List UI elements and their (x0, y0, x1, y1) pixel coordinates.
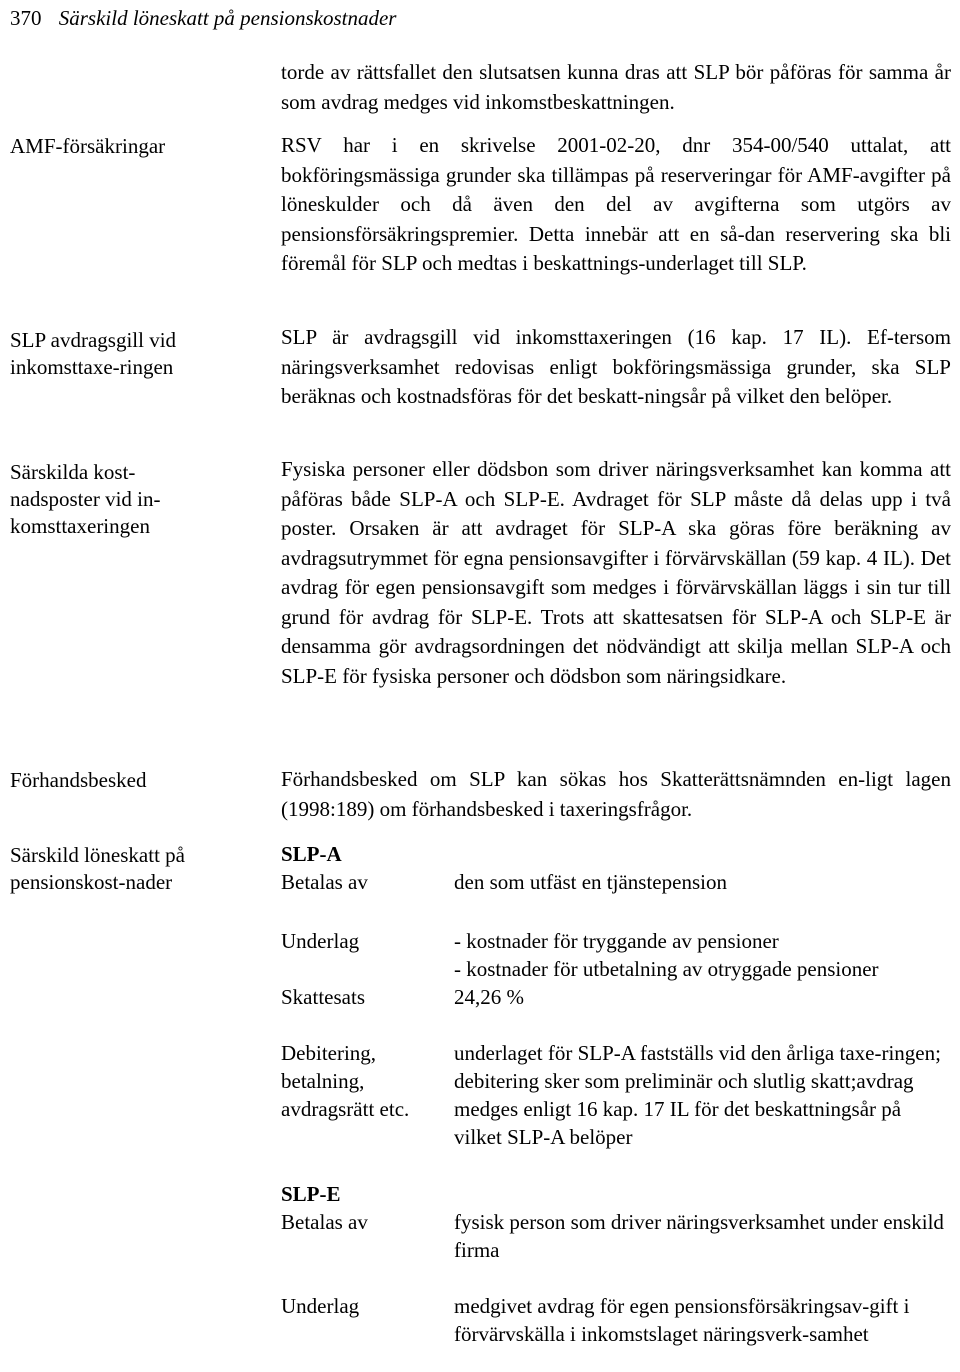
page-number: 370 (10, 6, 42, 30)
paragraph-kostnadsposter: Fysiska personer eller dödsbon som driver näringsverksamhet kan komma att påföras både SLP-A och SLP-E. Avdraget för SLP måste då delas upp i två poster. Orsaken är att avdraget för SLP-A ska göras före beräkning av avdragsutrymmet för egna pensionsavgifter i förvärvskällan (59 kap. 4 IL). Det avdrag för egen pensionsavgift som medges i förvärvskällan läggs i sin tur till grund för avdrag för SLP-E. Trots att skattesatsen för SLP-A och SLP-E är densamma gör avdragsordningen det nödvändigt att skilja mellan SLP-A och SLP-E för fysiska personer och dödsbon som näringsidkare. (281, 457, 951, 688)
running-title: Särskild löneskatt på pensionskostnader (58, 6, 397, 30)
slp-a-skattesats-label: Skattesats (281, 985, 365, 1009)
slp-a-debitering-value: underlaget för SLP-A fastställs vid den årliga taxe-ringen; debitering sker som preliminär och slutlig skatt;avdrag medges enligt 16 kap. 17 IL för det beskattningsår på vilket SLP-A belöper (454, 1041, 941, 1149)
slp-a-underlag-value-1: - kostnader för tryggande av pensioner (454, 929, 779, 953)
slp-a-underlag-value-2: - kostnader för utbetalning av otryggade pensioner (454, 957, 879, 981)
slp-e-underlag-label: Underlag (281, 1294, 360, 1318)
margin-heading-sarskild-loneskatt: Särskild löneskatt på pensionskost-nader (10, 843, 185, 894)
paragraph-slp-avdragsgill: SLP är avdragsgill vid inkomsttaxeringen (16 kap. 17 IL). Ef-tersom näringsverksamhet redovisas enligt bokföringsmässiga grunder, ska SLP beräknas och kostnadsföras för det beskatt-ningsår på vilket den belöper. (281, 325, 951, 408)
slp-e-underlag-value: medgivet avdrag för egen pensionsförsäkringsav-gift i förvärvskälla i inkomstslaget näringsverk-samhet (454, 1294, 910, 1346)
margin-heading-sarskilda-kostnadsposter: Särskilda kost-nadsposter vid in-komsttaxeringen (10, 460, 161, 538)
slp-a-underlag-label: Underlag (281, 929, 360, 953)
slp-e-betalas-label: Betalas av (281, 1210, 368, 1234)
slp-a-betalas-label: Betalas av (281, 870, 368, 894)
slp-e-betalas-value: fysisk person som driver näringsverksamhet under enskild firma (454, 1210, 944, 1262)
paragraph-continuation: torde av rättsfallet den slutsatsen kunna dras att SLP bör påföras för samma år som avdrag medges vid inkomstbeskattningen. (281, 60, 951, 114)
slp-a-debitering-label: Debitering, betalning, avdragsrätt etc. (281, 1041, 410, 1121)
slp-a-betalas-value: den som utfäst en tjänstepension (454, 870, 727, 894)
paragraph-amf: RSV har i en skrivelse 2001-02-20, dnr 354-00/540 uttalat, att bokföringsmässiga grunder ska tillämpas på reserveringar för AMF-avgifter på löneskulder och då även den del av avgifterna som utgörs av pensionsförsäkringspremier. Detta innebär att en så-dan reservering ska bli föremål för SLP och medtas i beskattnings-underlaget till SLP. (281, 133, 951, 275)
margin-heading-slp-avdragsgill: SLP avdragsgill vid inkomsttaxe-ringen (10, 328, 177, 379)
margin-heading-forhandsbesked: Förhandsbesked (10, 768, 147, 792)
slp-e-heading: SLP-E (281, 1182, 341, 1206)
paragraph-forhandsbesked: Förhandsbesked om SLP kan sökas hos Skatterättsnämnden en-ligt lagen (1998:189) om förhandsbesked i taxeringsfrågor. (281, 767, 951, 821)
margin-heading-amf: AMF-försäkringar (10, 134, 166, 158)
slp-a-skattesats-value: 24,26 % (454, 985, 524, 1009)
slp-a-heading: SLP-A (281, 842, 342, 866)
running-header (10, 6, 396, 31)
